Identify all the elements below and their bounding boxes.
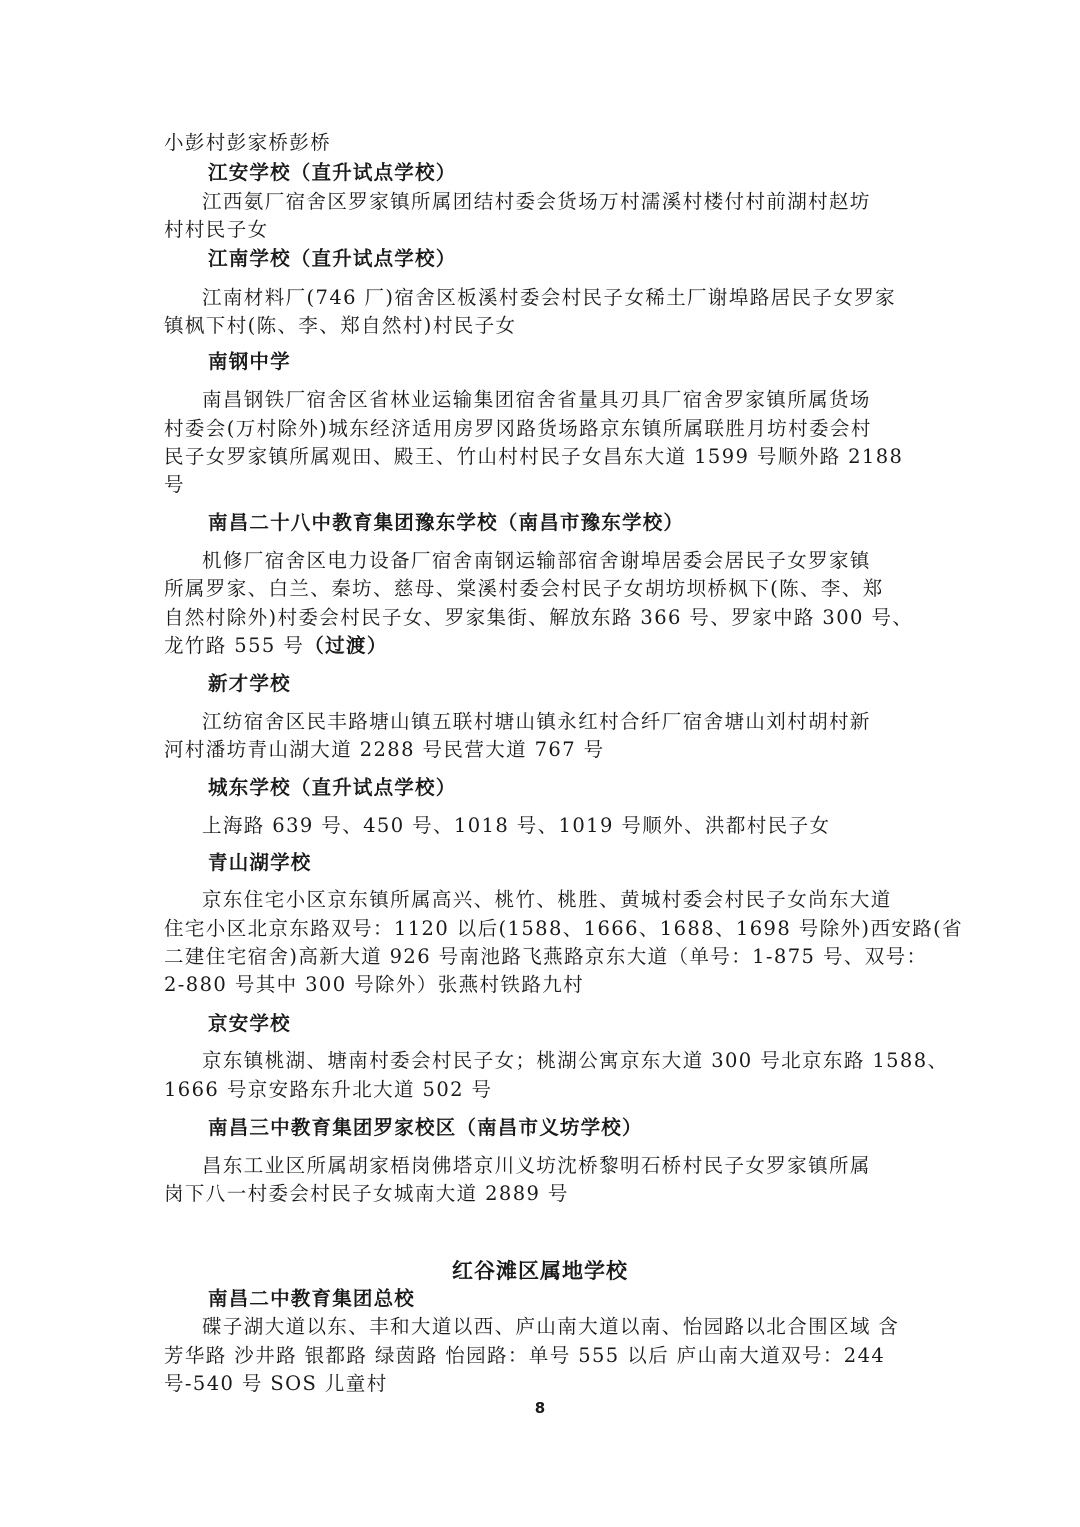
school-text-line: 镇枫下村(陈、李、郑自然村)村民子女 — [164, 314, 517, 337]
school-text-line: 自然村除外)村委会村民子女、罗家集街、解放东路 366 号、罗家中路 300 号、 — [164, 606, 914, 629]
intro-line: 小彭村彭家桥彭桥 — [164, 131, 332, 154]
school-text-line: 芳华路 沙井路 银都路 绿茵路 怡园路：单号 555 以后 庐山南大道双号：244 — [164, 1344, 886, 1367]
school-text-line: 住宅小区北京东路双号：1120 以后(1588、1666、1688、1698 号除外)西安路(省 — [164, 917, 964, 940]
school-text-line: 河村潘坊青山湖大道 2288 号民营大道 767 号 — [164, 738, 605, 761]
school-heading: 城东学校（直升试点学校） — [208, 776, 457, 799]
school-text-line: 民子女罗家镇所属观田、殿王、竹山村村民子女昌东大道 1599 号顺外路 2188 — [164, 445, 904, 468]
section-title: 红谷滩区属地学校 — [452, 1259, 628, 1283]
school-text-line: 江西氨厂宿舍区罗家镇所属团结村委会货场万村濡溪村楼付村前湖村赵坊 — [202, 190, 871, 213]
school-text-line: 京东住宅小区京东镇所属高兴、桃竹、桃胜、黄城村委会村民子女尚东大道 — [202, 888, 892, 911]
school-heading: 青山湖学校 — [208, 851, 312, 874]
page-number: 8 — [534, 1399, 546, 1417]
school-text-line: 江南材料厂(746 厂)宿舍区板溪村委会村民子女稀土厂谢埠路居民子女罗家 — [202, 286, 897, 309]
school-text-line: 昌东工业区所属胡家梧岗佛塔京川义坊沈桥黎明石桥村民子女罗家镇所属 — [202, 1154, 871, 1177]
school-text-line — [164, 632, 388, 660]
school-text-line: 二建住宅宿舍)高新大道 926 号南池路飞燕路京东大道（单号：1-875 号、双号： — [164, 945, 928, 968]
school-text-line: 江纺宿舍区民丰路塘山镇五联村塘山镇永红村合纤厂宿舍塘山刘村胡村新 — [202, 710, 871, 733]
transition-note: （过渡） — [304, 634, 388, 657]
school-text-line: 村委会(万村除外)城东经济适用房罗冈路货场路京东镇所属联胜月坊村委会村 — [164, 417, 872, 440]
school-text-line: 号-540 号 SOS 儿童村 — [164, 1372, 388, 1395]
school-heading: 江南学校（直升试点学校） — [208, 247, 457, 270]
school-text-line: 碟子湖大道以东、丰和大道以西、庐山南大道以南、怡园路以北合围区域 含 — [202, 1315, 900, 1338]
school-text-line: 京东镇桃湖、塘南村委会村民子女；桃湖公寓京东大道 300 号北京东路 1588、 — [202, 1049, 949, 1072]
school-text-line: 所属罗家、白兰、秦坊、慈母、棠溪村委会村民子女胡坊坝桥枫下(陈、李、郑 — [164, 577, 884, 600]
school-heading: 京安学校 — [208, 1012, 291, 1035]
school-heading: 南昌二中教育集团总校 — [208, 1287, 416, 1310]
school-heading: 南昌二十八中教育集团豫东学校（南昌市豫东学校） — [208, 511, 685, 534]
school-heading: 江安学校（直升试点学校） — [208, 161, 457, 184]
school-text-line: 号 — [164, 473, 185, 496]
school-text-line: 机修厂宿舍区电力设备厂宿舍南钢运输部宿舍谢埠居委会居民子女罗家镇 — [202, 549, 871, 572]
school-heading: 南钢中学 — [208, 350, 291, 373]
school-text-line: 岗下八一村委会村民子女城南大道 2889 号 — [164, 1182, 569, 1205]
school-text-line: 1666 号京安路东升北大道 502 号 — [164, 1078, 493, 1101]
school-text-line: 南昌钢铁厂宿舍区省林业运输集团宿舍省量具刃具厂宿舍罗家镇所属货场 — [202, 388, 871, 411]
school-text-line: 上海路 639 号、450 号、1018 号、1019 号顺外、洪都村民子女 — [202, 814, 831, 837]
school-text-line: 2-880 号其中 300 号除外）张燕村铁路九村 — [164, 973, 585, 996]
school-text-segment: 龙竹路 555 号 — [164, 634, 305, 657]
school-heading: 新才学校 — [208, 672, 291, 695]
school-heading: 南昌三中教育集团罗家校区（南昌市义坊学校） — [208, 1116, 643, 1139]
school-text-line: 村村民子女 — [164, 218, 269, 241]
